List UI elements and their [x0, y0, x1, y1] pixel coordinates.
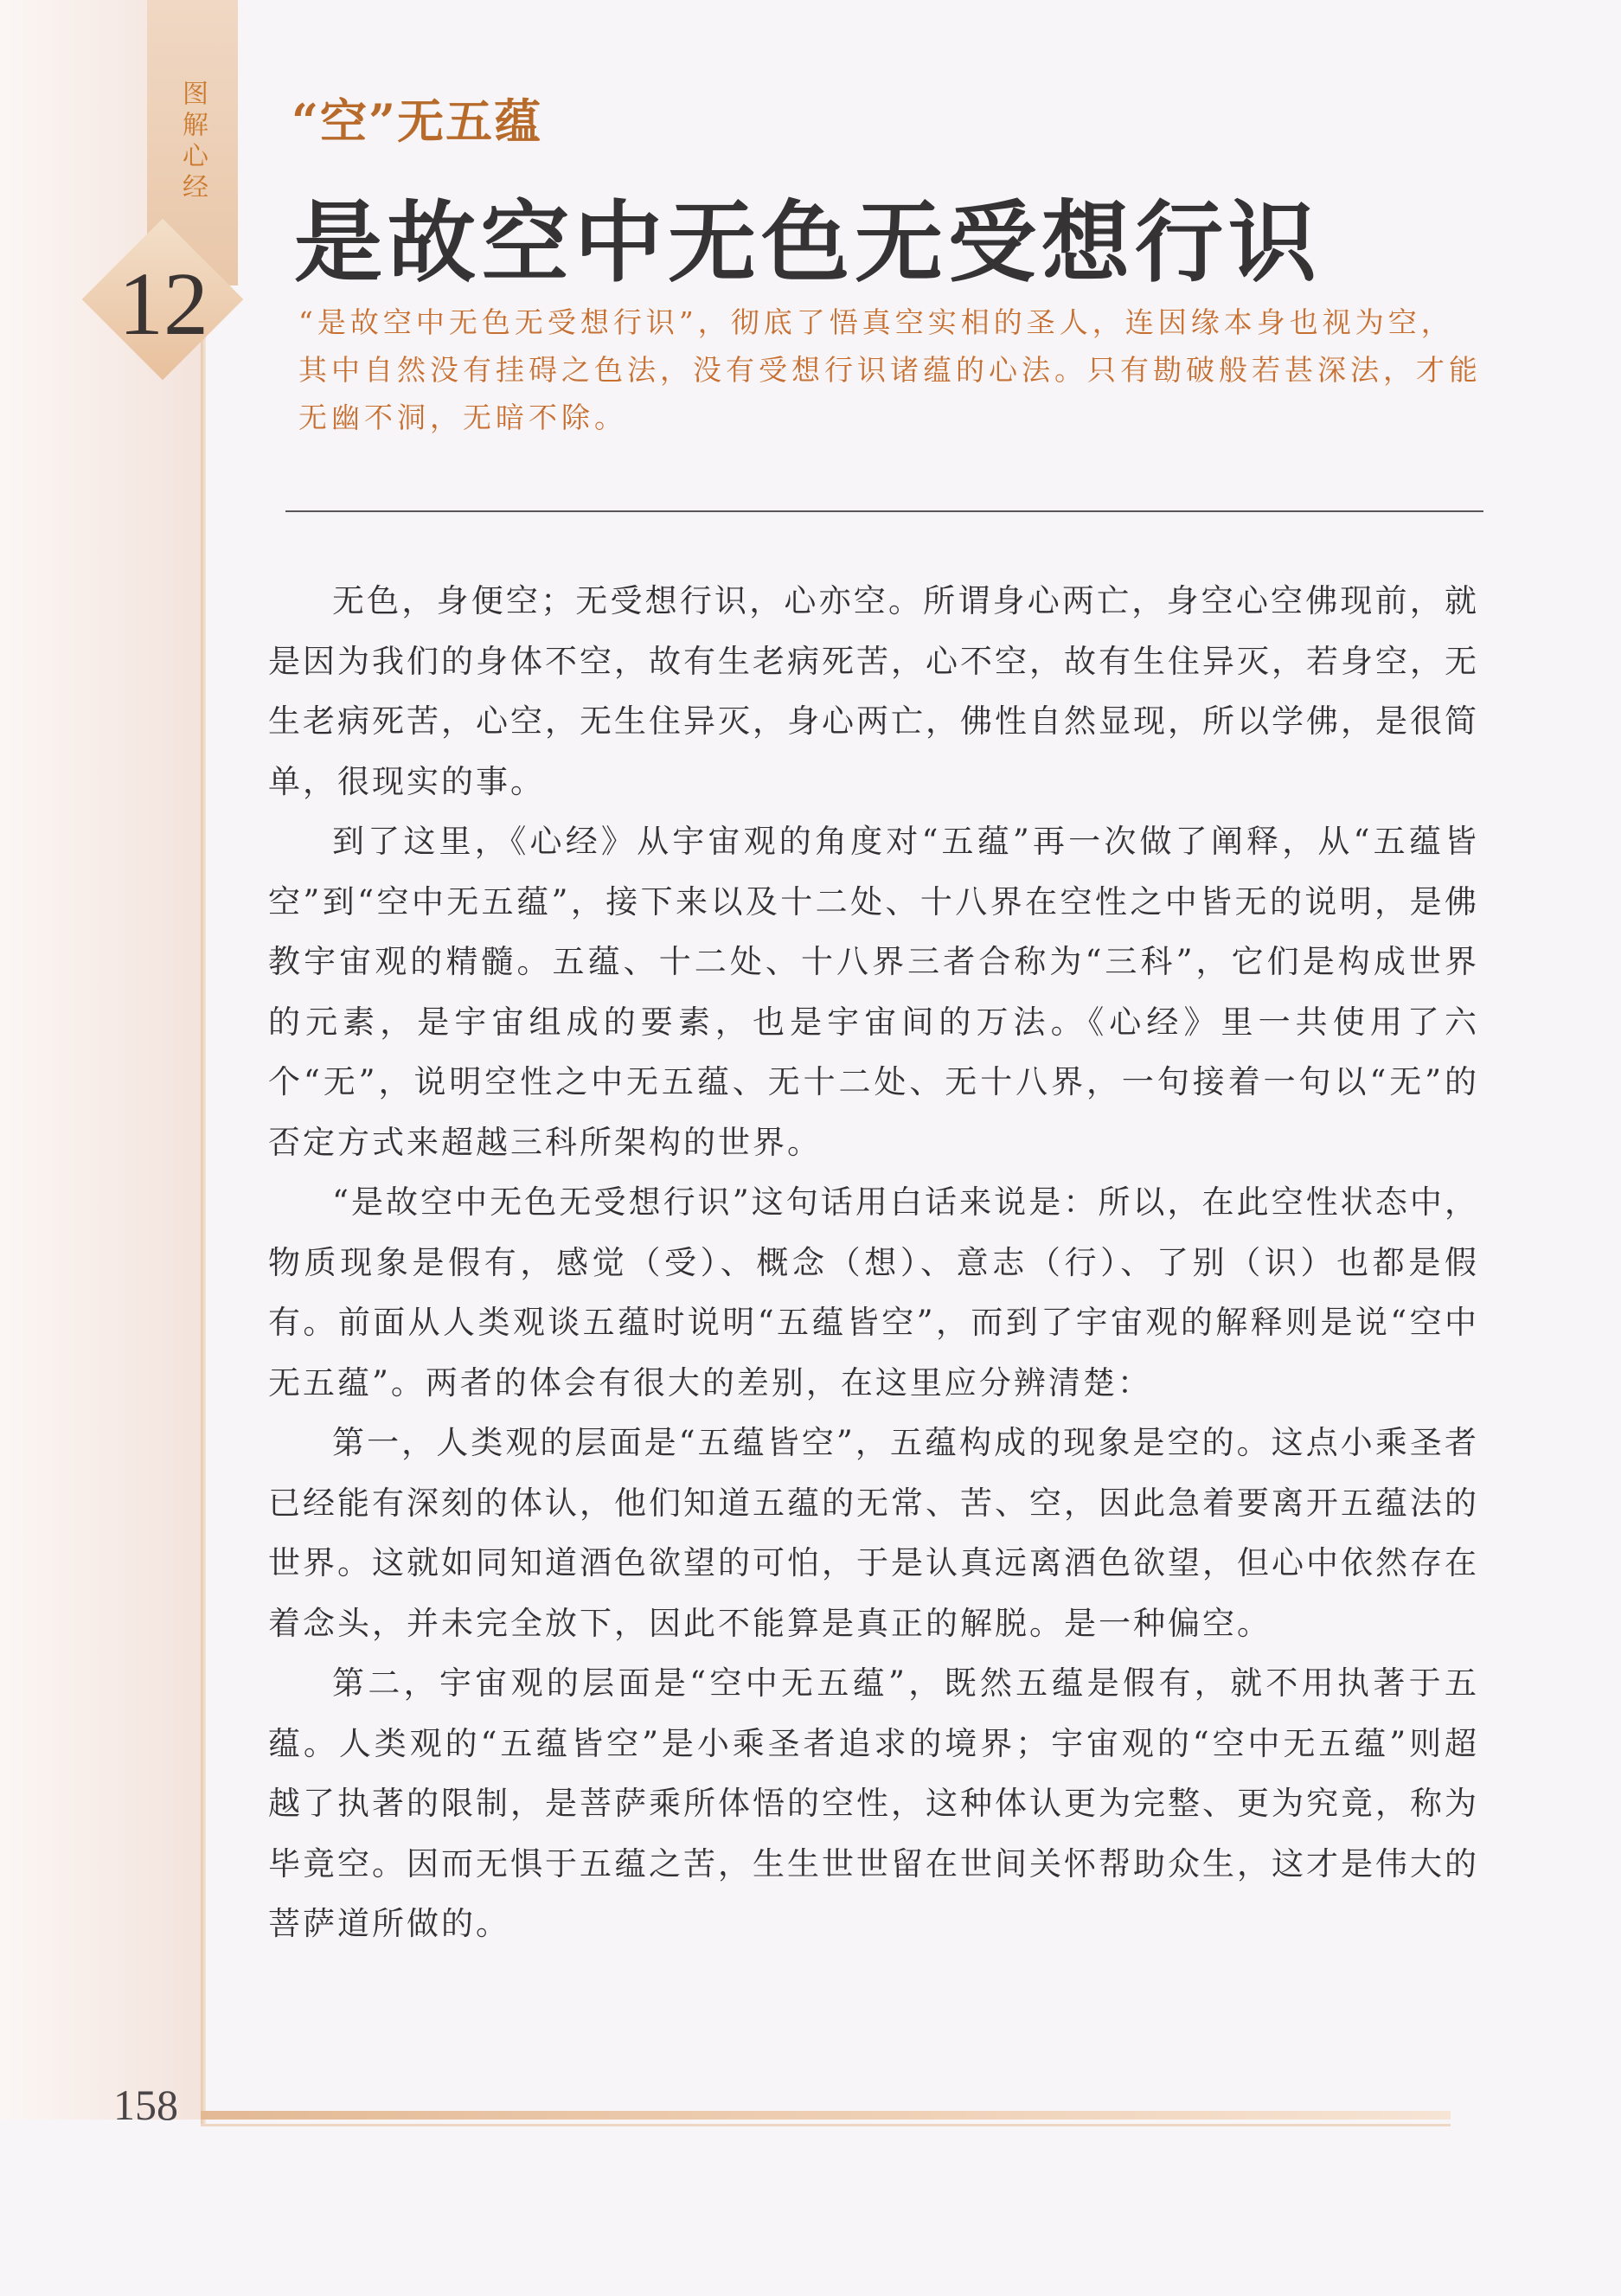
paragraph: 第一，人类观的层面是“五蕴皆空”，五蕴构成的现象是空的。这点小乘圣者已经能有深刻的体认，他们知道五蕴的无常、苦、空，因此急着要离开五蕴法的世界。这就如同知道酒色欲望的可怕，于是认真远离酒色欲望，但心中依然存在着念头，并未完全放下，因此不能算是真正的解脱。是一种偏空。: [268, 1424, 1479, 1642]
book-title-label: 图解心经: [177, 80, 208, 204]
paragraph: 第二，宇宙观的层面是“空中无五蕴”，既然五蕴是假有，就不用执著于五蕴。人类观的“五蕴皆空”是小乘圣者追求的境界；宇宙观的“空中无五蕴”则超越了执著的限制，是菩萨乘所体悟的空性，这种体认更为完整、更为究竟，称为毕竟空。因而无惧于五蕴之苦，生生世世留在世间关怀帮助众生，这才是伟大的菩萨道所做的。: [268, 1664, 1479, 1942]
title-divider: [285, 510, 1483, 512]
chapter-number: 12: [119, 254, 208, 354]
body-text: [268, 571, 1479, 1954]
intro-summary: “是故空中无色无受想行识”，彻底了悟真空实相的圣人，连因缘本身也视为空，其中自然没有挂碍之色法，没有受想行识诸蕴的心法。只有勘破般若甚深法，才能无幽不洞，无暗不除。: [298, 305, 1482, 434]
footer-band: [201, 2111, 1451, 2120]
footer-line: [201, 2124, 1451, 2126]
section-subtitle: “空”无五蕴: [292, 93, 543, 149]
page-title: 是故空中无色无受想行识: [294, 191, 1322, 295]
paragraph: 到了这里，《心经》从宇宙观的角度对“五蕴”再一次做了阐释，从“五蕴皆空”到“空中无五蕴”，接下来以及十二处、十八界在空性之中皆无的说明，是佛教宇宙观的精髓。五蕴、十二处、十八界三者合称为“三科”，它们是构成世界的元素，是宇宙组成的要素，也是宇宙间的万法。《心经》里一共使用了六个“无”，说明空性之中无五蕴、无十二处、无十八界，一句接着一句以“无”的否定方式来超越三科所架构的世界。: [268, 823, 1479, 1161]
paragraph: 无色，身便空；无受想行识，心亦空。所谓身心两亡，身空心空佛现前，就是因为我们的身体不空，故有生老病死苦，心不空，故有生住异灭，若身空，无生老病死苦，心空，无生住异灭，身心两亡，佛性自然显现，所以学佛，是很简单，很现实的事。: [268, 582, 1479, 800]
paragraph: “是故空中无色无受想行识”这句话用白话来说是：所以，在此空性状态中，物质现象是假有，感觉（受）、概念（想）、意志（行）、了别（识）也都是假有。前面从人类观谈五蕴时说明“五蕴皆空”，而到了宇宙观的解释则是说“空中无五蕴”。两者的体会有很大的差别，在这里应分辨清楚：: [268, 1183, 1479, 1401]
page-number: 158: [113, 2081, 178, 2129]
